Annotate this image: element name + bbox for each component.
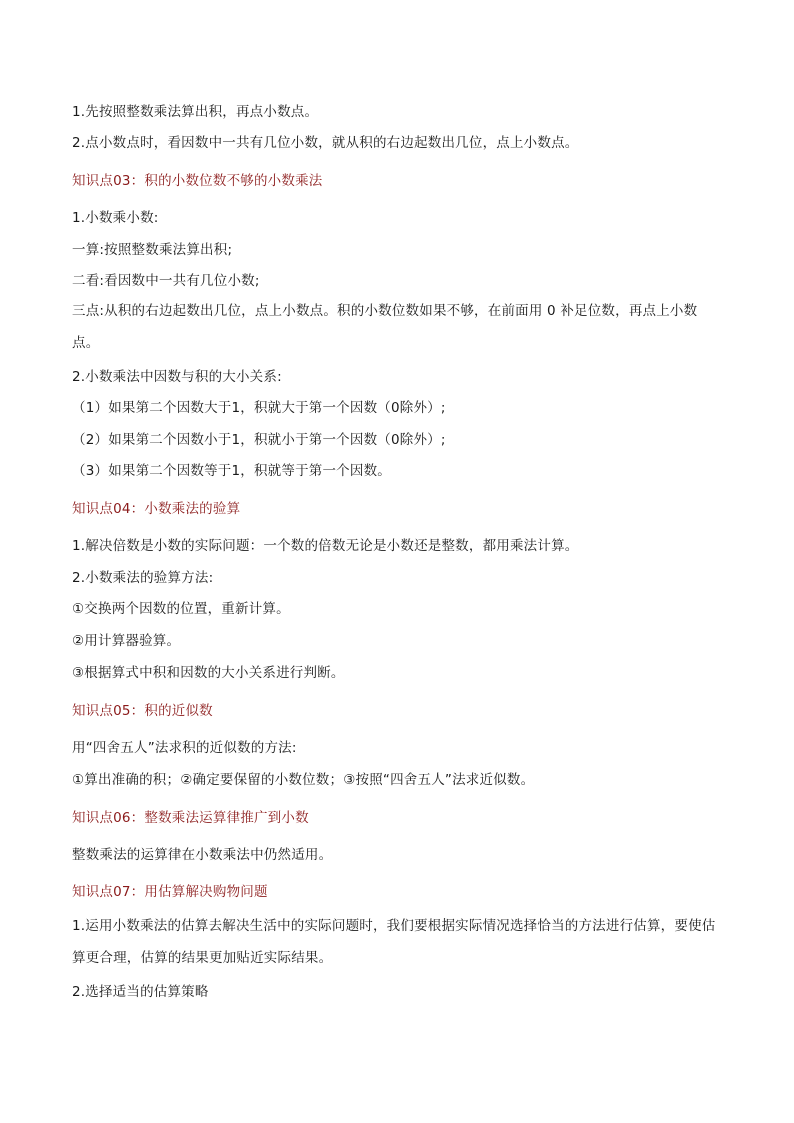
body-text: 2.小数乘法中因数与积的大小关系:	[72, 369, 282, 385]
list-item: （3）如果第二个因数等于1，积就等于第一个因数。	[72, 463, 391, 479]
section-heading: 知识点04：小数乘法的验算	[72, 501, 241, 517]
body-text: 1.先按照整数乘法算出积，再点小数点。	[72, 104, 319, 120]
body-text: 二看:看因数中一共有几位小数;	[72, 273, 260, 289]
body-paragraph: 1.运用小数乘法的估算去解决生活中的实际问题时，我们要根据实际情况选择恰当的方法进行估算，要使估算更合理，估算的结果更加贴近实际结果。	[72, 918, 716, 966]
list-item: ①交换两个因数的位置，重新计算。	[72, 601, 290, 617]
list-item: ②用计算器验算。	[72, 633, 181, 649]
list-item: （2）如果第二个因数小于1，积就小于第一个因数（0除外）;	[72, 432, 446, 448]
body-text: 1.解决倍数是小数的实际问题：一个数的倍数无论是小数还是整数，都用乘法计算。	[72, 538, 579, 554]
body-text: 用“四舍五人”法求积的近似数的方法:	[72, 740, 297, 756]
body-text: 2.选择适当的估算策略	[72, 984, 209, 1000]
body-text: 1.小数乘小数:	[72, 210, 159, 226]
section-heading: 知识点06：整数乘法运算律推广到小数	[72, 810, 309, 826]
body-text: 一算:按照整数乘法算出积;	[72, 242, 233, 258]
section-heading: 知识点07：用估算解决购物问题	[72, 884, 268, 900]
body-text: ①算出准确的积；②确定要保留的小数位数；③按照“四舍五人”法求近似数。	[72, 772, 535, 788]
body-text: 2.点小数点时，看因数中一共有几位小数，就从积的右边起数出几位，点上小数点。	[72, 135, 579, 151]
section-heading: 知识点03：积的小数位数不够的小数乘法	[72, 173, 323, 189]
body-text: 整数乘法的运算律在小数乘法中仍然适用。	[72, 847, 333, 863]
list-item: （1）如果第二个因数大于1，积就大于第一个因数（0除外）;	[72, 400, 446, 416]
section-heading: 知识点05：积的近似数	[72, 703, 213, 719]
list-item: ③根据算式中积和因数的大小关系进行判断。	[72, 665, 345, 681]
body-text: 2.小数乘法的验算方法:	[72, 570, 214, 586]
body-paragraph: 三点:从积的右边起数出几位，点上小数点。积的小数位数如果不够，在前面用 0 补足位数，再点上小数点。	[72, 303, 698, 351]
